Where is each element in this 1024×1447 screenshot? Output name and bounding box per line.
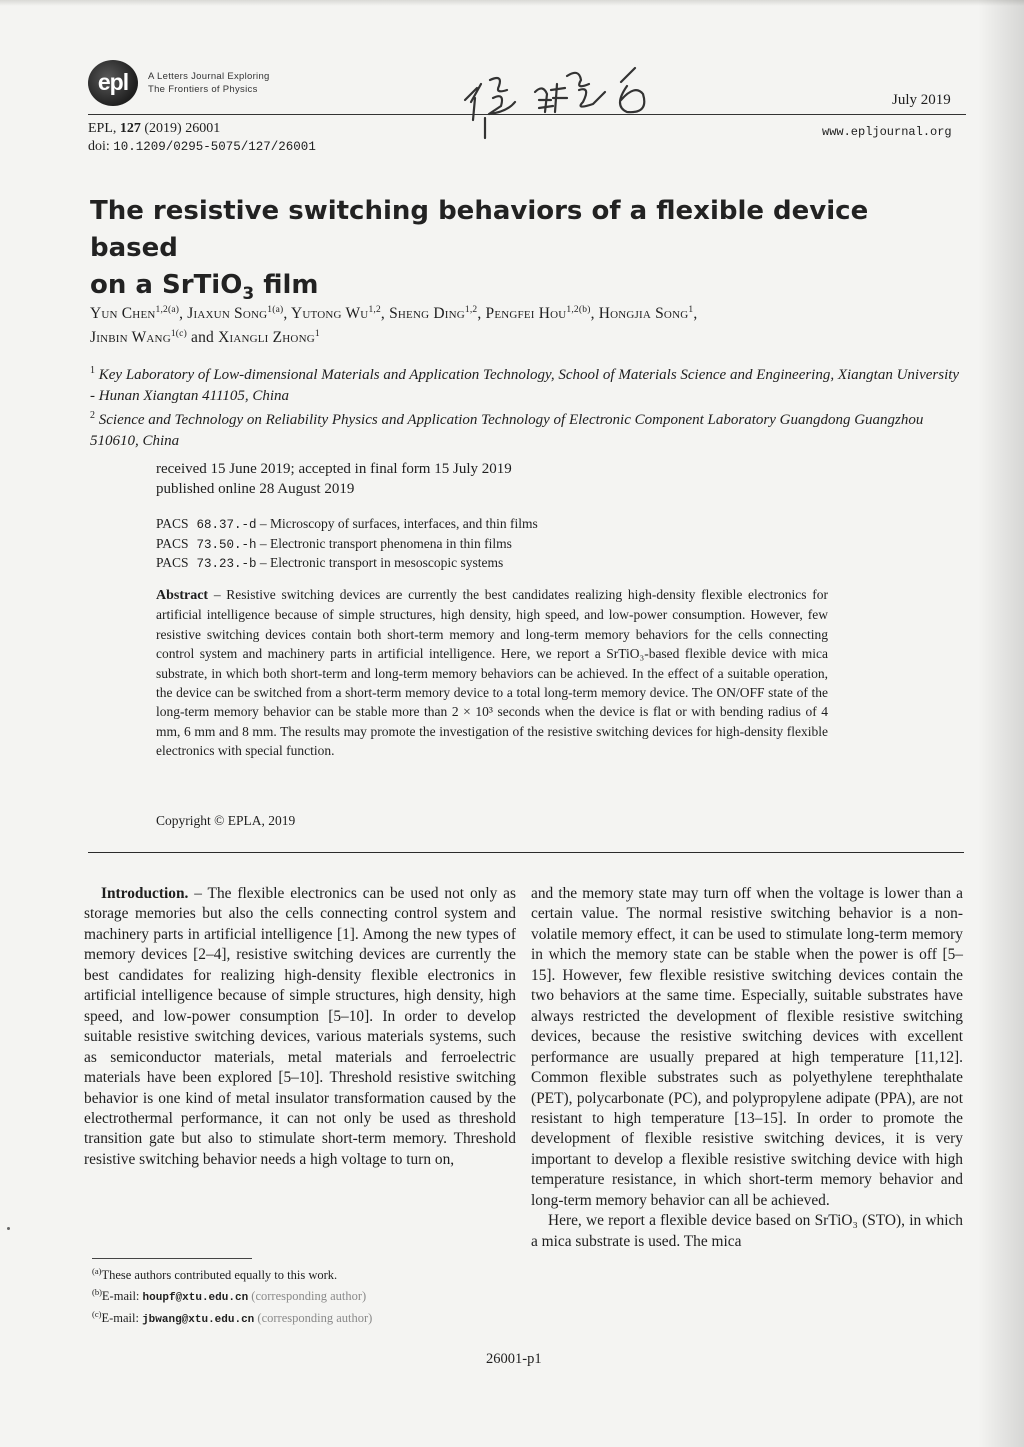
author-affil-sup: 1 [688, 305, 694, 315]
page-number: 26001-p1 [486, 1351, 542, 1367]
footnote-mark: (a) [92, 1266, 102, 1276]
pacs-code: 68.37.-d [196, 518, 257, 532]
published-date: published online 28 August 2019 [156, 481, 355, 497]
body-column-right [531, 884, 963, 1252]
paper-title [90, 193, 950, 313]
intro-paragraph [84, 884, 516, 1170]
doi-link[interactable]: 10.1209/0295-5075/127/26001 [113, 140, 316, 154]
author [90, 305, 179, 322]
author-affil-sup: 1,2 [464, 305, 478, 315]
footnote [92, 1284, 512, 1307]
title-subscript: 3 [242, 284, 255, 305]
author-affil-sup: 1(c) [170, 329, 187, 340]
footnote [92, 1263, 512, 1284]
affiliation-text: Science and Technology on Reliability Physics and Application Technology of Electronic Component Laboratory Guangdong Guangzhou 510610, China [90, 412, 924, 449]
title-line-1: The resistive switching behaviors of a flexible device based [90, 196, 869, 263]
journal-website-link[interactable]: www.epljournal.org [822, 125, 952, 139]
epl-logo [88, 60, 138, 106]
title-line-2-suffix: film [254, 270, 319, 300]
body-column-left [84, 884, 516, 1170]
abstract [156, 585, 828, 761]
author-name: Xiangli Zhong [218, 329, 315, 347]
author [389, 305, 477, 322]
author [599, 305, 694, 322]
footnote-note: (corresponding author) [254, 1311, 373, 1326]
affiliation-text: Key Laboratory of Low-dimensional Materials and Application Technology, School of Materials Science and Engineering, Xiangtan University - Hunan Xiangtan 411105, China [90, 367, 960, 404]
authors-and: and [186, 329, 219, 347]
issue-date: July 2019 [892, 92, 951, 108]
scan-speck [7, 1227, 10, 1230]
footnote-note: (corresponding author) [248, 1288, 367, 1303]
affiliation-2 [90, 406, 960, 451]
scan-edge-shadow [978, 0, 1024, 1447]
author [187, 305, 283, 322]
copyright-notice: Copyright © EPLA, 2019 [156, 813, 296, 828]
pacs-description: – Electronic transport phenomena in thin films [256, 535, 512, 551]
abstract-text: – Resistive switching devices are currently the best candidates realizing high-density flexible electronics for artificial intelligence because of simple structures, high density, high speed, and low-power consumption. However, few resistive switching devices contain both short-term memory and long-term memory behaviors for the cells connecting control system and machinery parts in artificial intelligence. Here, we report a SrTiO₃-based flexible device with mica substrate, in which both short-term and long-term memory behaviors can be achieved. In the effect of a suitable operation, the device can be switched from a short-term memory device to a total long-term memory device. The ON/OFF state of the long-term memory behavior can be stable more than 2 × 10³ seconds when the device is flat or with bending radius of 4 mm, 6 mm and 8 mm. The results may promote the investigation of the resistive switching devices for high-density flexible electronics with special function. [156, 587, 828, 759]
journal-name: EPL, [88, 121, 120, 136]
title-line-2-prefix: on a SrTiO [90, 270, 243, 300]
author-affil-sup: 1,2(a) [155, 305, 180, 315]
author [90, 329, 187, 346]
pacs-code: 73.50.-h [196, 537, 257, 552]
author-list: Yun Chen$^{1,2(a)}$, Jiaxun Song$^{1(a)}$, Yutong Wu$^{1,2}$, Sheng Ding$^{1,2}$, Pengfei Hou$^{1,2(b)}$, Hongjia Song$^1$, Jinbin Wang$^{1(c)}$ and Xiangli Zhong$^1$ [90, 305, 698, 347]
author-name: Jinbin Wang [90, 329, 171, 347]
doi-line [88, 139, 316, 155]
author-affil-sup: 1 [314, 329, 320, 340]
section-heading-introduction: Introduction. [101, 885, 189, 902]
body-paragraph: and the memory state may turn off when the voltage is lower than a certain value. The normal resistive switching behavior is a non-volatile memory effect, it can be used to stimulate long-term memory in which the memory state can be stable when the power is off [5–15]. However, few flexible resistive switching devices contain the two behaviors at the same time. Especially, suitable substrates have always restricted the development of flexible resistive switching devices, because the resistive switching devices with excellent performance are usually prepared at high temperature [11,12]. Common flexible substrates such as polyethylene terephthalate (PET), polycarbonate (PC), and polypropylene adipate (PPA), are not resistant to high temperature [13–15]. In order to promote the development of flexible resistive switching devices, it is very important to develop a flexible resistive switching device with high temperature resistance, in which short-term memory behavior and long-term memory behavior can all be achieved. [531, 885, 963, 1209]
handwritten-signature [455, 40, 695, 150]
author-name: Pengfei Hou [485, 305, 567, 323]
author [218, 329, 320, 346]
footnote-mark: (c) [92, 1309, 102, 1320]
affiliations [90, 361, 960, 451]
footnote [92, 1306, 512, 1329]
author-name: Hongjia Song [598, 305, 689, 323]
footnote-text: These authors contributed equally to this work. [101, 1268, 338, 1283]
footnotes [92, 1263, 512, 1329]
author-affil-sup: 1,2(b) [566, 305, 591, 315]
citation-line [88, 121, 220, 137]
email-link[interactable]: houpf@xtu.edu.cn [142, 1291, 249, 1304]
author-name: Jiaxun Song [187, 305, 268, 323]
body-paragraph: Here, we report a flexible device based on SrTiO₃ (STO), in which a mica substrate is used. The mica [531, 1212, 963, 1250]
scan-top-shadow [0, 0, 1024, 6]
author-name: Sheng Ding [389, 305, 465, 323]
email-link[interactable]: jbwang@xtu.edu.cn [142, 1314, 255, 1327]
intro-text: – The flexible electronics can be used not only as storage memories but also the cells connecting control system and machinery parts in artificial intelligence [1]. Among the new types of memory devices [2–4], resistive switching devices are currently the best candidates for realizing high-density flexible electronics in artificial intelligence because of simple structures, high density, high speed, and low-power consumption [5–10]. In order to develop suitable resistive switching devices, various materials systems, such as semiconductor materials, metal materials and ferroelectric materials have been explored [5–10]. Threshold resistive switching behavior is one kind of metal insulator transformation caused by the electrothermal performance, it can not only be used as threshold transition gate but also to stimulate short-term memory. Threshold resistive switching behavior needs a high voltage to turn on, [84, 885, 516, 1168]
author [486, 305, 591, 322]
author-affil-sup: 1,2 [368, 305, 381, 315]
affiliation-number: 2 [90, 410, 95, 421]
pacs-codes [156, 515, 538, 574]
section-rule [88, 852, 964, 853]
author-affil-sup: 1(a) [267, 305, 284, 315]
affiliation-number: 1 [90, 365, 95, 376]
author-name: Yun Chen [90, 305, 156, 323]
affiliation-1 [90, 361, 960, 406]
tagline-line-1: A Letters Journal Exploring [148, 71, 270, 82]
pacs-description: – Microscopy of surfaces, interfaces, and thin films [256, 516, 538, 531]
logo-text: epl [97, 69, 129, 95]
pacs-code: 73.23.-b [196, 557, 257, 571]
pacs-label: PACS [156, 535, 189, 551]
pacs-entry [156, 554, 538, 574]
year-article: (2019) 26001 [140, 121, 221, 136]
pacs-description: – Electronic transport in mesoscopic systems [256, 555, 504, 570]
pacs-entry [156, 515, 538, 535]
abstract-label: Abstract [156, 588, 209, 603]
pacs-label: PACS [156, 516, 189, 531]
footnote-text: E-mail: [101, 1311, 143, 1326]
author-name: Yutong Wu [290, 305, 369, 323]
publication-dates [156, 459, 512, 499]
pacs-entry [156, 535, 538, 555]
author [291, 305, 381, 322]
doi-label: doi: [88, 139, 114, 154]
header-rule [88, 114, 966, 115]
received-date: received 15 June 2019; accepted in final form 15 July 2019 [156, 461, 512, 477]
footnote-text: E-mail: [101, 1288, 143, 1303]
tagline-line-2: The Frontiers of Physics [148, 84, 258, 95]
volume-number: 127 [119, 121, 141, 136]
footnote-rule [92, 1258, 252, 1259]
journal-tagline [148, 70, 270, 96]
pacs-label: PACS [156, 555, 189, 570]
footnote-mark: (b) [92, 1286, 102, 1297]
